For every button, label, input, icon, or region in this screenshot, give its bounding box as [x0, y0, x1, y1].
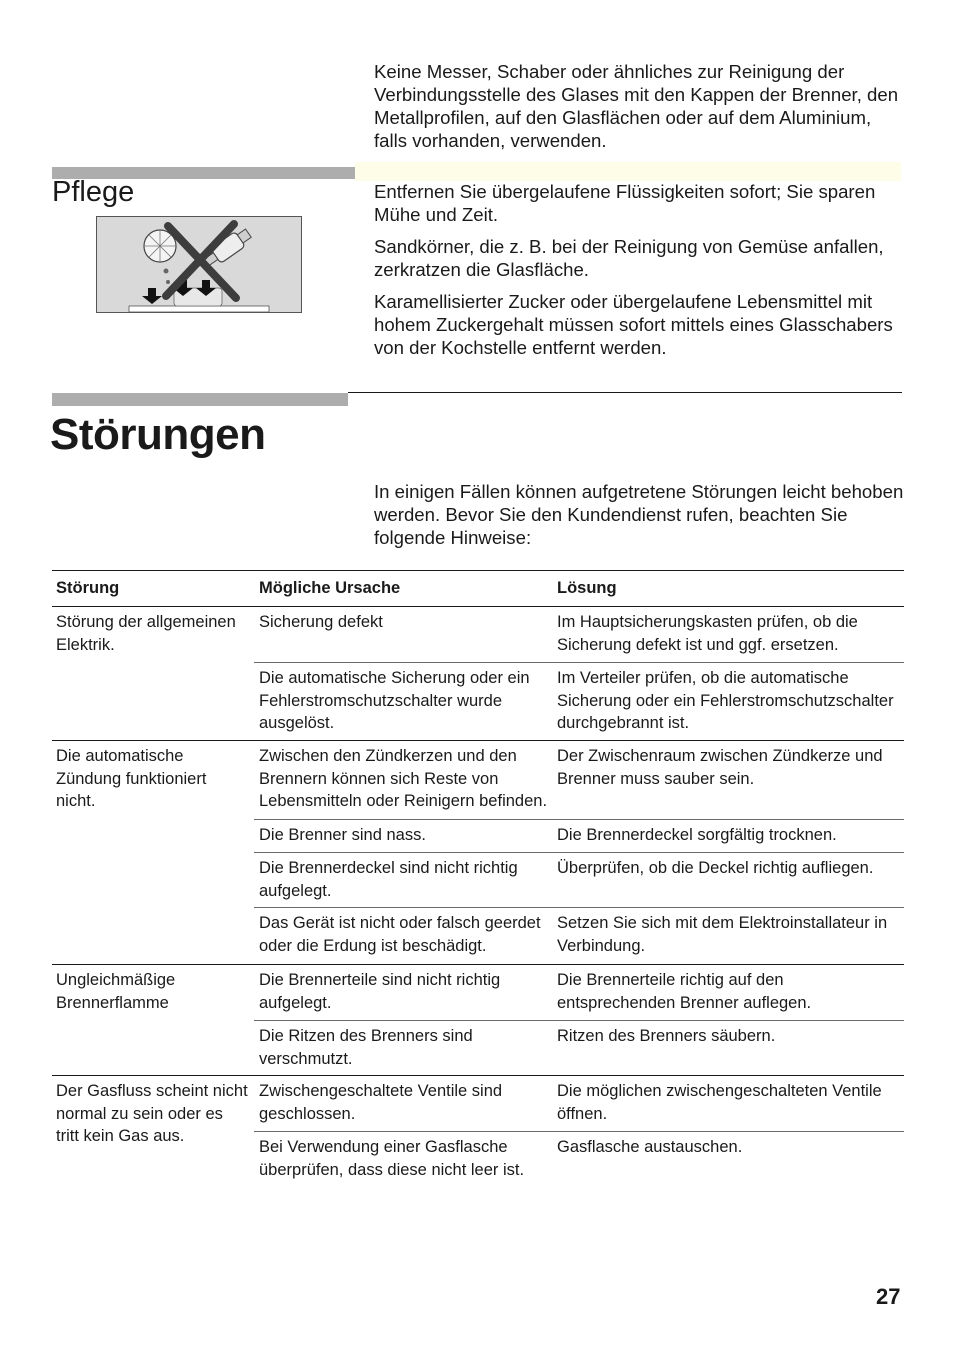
solution-cell: Im Verteiler prüfen, ob die automatische Sicherung oder ein Fehlerstromschutzschalter durchgebrannt ist.: [557, 669, 894, 732]
troubleshooting-table: [52, 570, 904, 1188]
cause-cell: Die Brennerteile sind nicht richtig aufgelegt.: [259, 971, 501, 1012]
table-row: [254, 1132, 904, 1188]
stoerungen-intro: In einigen Fällen können aufgetretene Störungen leicht behoben werden. Bevor Sie den Kundendienst rufen, beachten Sie folgende Hinweise:: [374, 481, 904, 548]
solution-cell: Gasflasche austauschen.: [557, 1138, 743, 1156]
cause-cell: Die Brennerdeckel sind nicht richtig aufgelegt.: [259, 859, 518, 900]
cause-cell: Sicherung defekt: [259, 613, 383, 631]
cause-cell: Die Brenner sind nass.: [259, 826, 426, 844]
solution-cell: Überprüfen, ob die Deckel richtig aufliegen.: [557, 859, 874, 877]
pflege-paragraph: Karamellisierter Zucker oder übergelaufene Lebensmittel mit hohem Zuckergehalt müssen sofort mittels eines Glasschabers von der Kochstelle entfernt werden.: [374, 291, 893, 358]
section-heading-pflege: Pflege: [52, 176, 135, 208]
solution-cell: Im Hauptsicherungskasten prüfen, ob die Sicherung defekt ist und ggf. ersetzen.: [557, 613, 858, 654]
cause-cell: Die automatische Sicherung oder ein Fehlerstromschutzschalter wurde ausgelöst.: [259, 669, 530, 732]
intro-paragraph: Keine Messer, Schaber oder ähnliches zur Reinigung der Verbindungsstelle des Glases mit den Kappen der Brenner, den Metallprofilen, auf den Glasflächen oder auf dem Aluminium, falls vorhanden, verwenden.: [374, 61, 899, 151]
page-number: 27: [876, 1284, 901, 1309]
table-header-row: [52, 570, 904, 607]
issue-cell: Ungleichmäßige Brennerflamme: [56, 971, 176, 1012]
table-group: [52, 741, 904, 965]
issue-cell: Störung der allgemeinen Elektrik.: [56, 613, 236, 654]
pflege-paragraph: Entfernen Sie übergelaufene Flüssigkeiten sofort; Sie sparen Mühe und Zeit.: [374, 181, 876, 225]
solution-cell: Die Brennerdeckel sorgfältig trocknen.: [557, 826, 837, 844]
solution-cell: Die möglichen zwischengeschalteten Ventile öffnen.: [557, 1082, 882, 1123]
pflege-text-block: [374, 180, 909, 368]
table-group: [52, 965, 904, 1076]
section-rule: [348, 392, 902, 393]
cause-cell: Zwischen den Zündkerzen und den Brennern können sich Reste von Lebensmitteln oder Reinigern befinden.: [259, 747, 548, 810]
section-heading-stoerungen: Störungen: [50, 410, 266, 459]
header-loesung: Lösung: [557, 579, 617, 597]
table-row: [254, 741, 904, 820]
solution-cell: Setzen Sie sich mit dem Elektroinstallateur in Verbindung.: [557, 914, 888, 955]
header-ursache: Mögliche Ursache: [259, 579, 401, 597]
cause-cell: Die Ritzen des Brenners sind verschmutzt.: [259, 1027, 473, 1068]
table-row: [254, 853, 904, 908]
solution-cell: Der Zwischenraum zwischen Zündkerze und Brenner muss sauber sein.: [557, 747, 883, 788]
pflege-paragraph: Sandkörner, die z. B. bei der Reinigung von Gemüse anfallen, zerkratzen die Glasfläche.: [374, 236, 884, 280]
table-group: [52, 1076, 904, 1188]
table-row: [254, 1021, 904, 1075]
no-lemon-no-spray-cleaning-icon: [96, 216, 302, 313]
solution-cell: Ritzen des Brenners säubern.: [557, 1027, 776, 1045]
cause-cell: Das Gerät ist nicht oder falsch geerdet oder die Erdung ist beschädigt.: [259, 914, 541, 955]
table-row: [254, 908, 904, 964]
solution-cell: Die Brennerteile richtig auf den entsprechenden Brenner auflegen.: [557, 971, 812, 1012]
table-group: [52, 607, 904, 741]
section-bar-stoerungen: [52, 393, 348, 406]
table-row: [254, 607, 904, 663]
header-stoerung: Störung: [56, 579, 120, 597]
cause-cell: Zwischengeschaltete Ventile sind geschlossen.: [259, 1082, 503, 1123]
table-row: [254, 965, 904, 1021]
table-row: [254, 663, 904, 740]
issue-cell: Der Gasfluss scheint nicht normal zu sein oder es tritt kein Gas aus.: [56, 1082, 248, 1145]
issue-cell: Die automatische Zündung funktioniert nicht.: [56, 747, 207, 810]
section-band-pflege: [355, 162, 901, 181]
table-row: [254, 820, 904, 853]
cause-cell: Bei Verwendung einer Gasflasche überprüfen, dass diese nicht leer ist.: [259, 1138, 525, 1179]
table-row: [254, 1076, 904, 1132]
